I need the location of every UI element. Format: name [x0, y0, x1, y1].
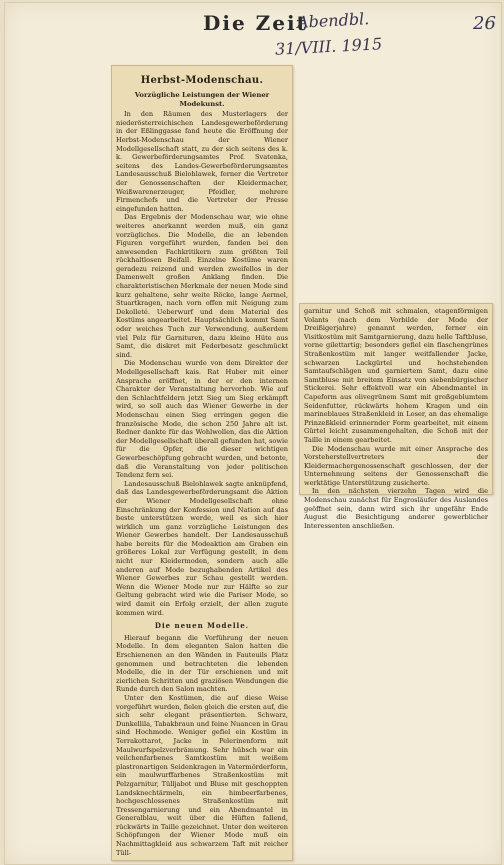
article-paragraph: Die Modenschau wurde von dem Direktor der Modellgesellschaft kais. Rat Huber mit einer Ansprache eröffnet, in der er den internen Charakter der Veranstaltung hervorhob. Wie auf den Schlachtfeldern jetzt Sieg um Sieg erkämpft wird, so soll auch das Wiener Gewerbe in der Modenschau einen Sieg erringen gegen die französische Mode, die schon 250 Jahre alt ist. Redner dankte für das Wohlwollen, das die Aktion der Modellgesellschaft überall gefunden hat, sowie für die Opfer, die dieser wichtigen Gewerbeschöpfung gebracht wurden, und betonte, daß die Veranstaltung von jeder politischen Tendenz fern sei. — [116, 359, 288, 480]
handwritten-page-number: 26 — [473, 13, 496, 34]
newspaper-clipping-continuation — [299, 303, 493, 530]
article-subhead: Vorzügliche Leistungen der Wiener Modekunst. — [134, 91, 270, 108]
archive-sheet — [4, 2, 502, 865]
article-paragraph: garnitur und Schoß mit schmalen, etagenförmigen Volants (nach dem Vorbilde der Mode der Dreißigerjahre) genannt werden, ferner ein Visitkostüm mit Samtgarnierung, dazu helle Taftbluse, vorne gilettartig; besonders gefiel ein flaschengrünes Straßenkostüm mit langer weitfallender Jacke, schwarzen Lackgürtel und hochstehenden Samtaufschlägen und garniertem Samt, dazu eine Samtbluse mit breitem Einsatz von siebenbürgischer Stickerei. Sehr effektvoll war ein Abendmantel in Capeform aus olivegrünem Samt mit großgeblumtem Seidenfutter, rückwärts hohem Kragen und ein marineblaues Straßenkleid in Loser, an das ehemalige Prinzeßkleid erinnernder Form gearbeitet, mit einem Gürtel leicht zusammengehalten, die Schoß mit der Taille in einem gearbeitet. — [304, 307, 488, 444]
article-paragraph: Unter den Kostümen, die auf diese Weise vorgeführt wurden, fielen gleich die ersten auf, die sich sehr elegant präsentierten. Schwarz, Dunkellila, Tabakbraun und feine Nuancen in Grau sind Hochmode. Weniger gefiel ein Kostüm in Terrakottarot, Jacke in Pelerinenform mit Maulwurfspelzverbrämung. Sehr hübsch war ein veilchenfarbenes Samtkostüm mit weißem plastronartigen Seidenkragen in Vatermörderform, ein maulwurffarbenes Straßenkostüm mit Pelzgarnitur, Tülljabot und Bluse mit geschoppten Landsknechtärmeln, ein himbeerfarbenes, hochgeschlossenes Straßenkostüm mit Tressengarnierung und ein Abendmantel in Generalblau, weit über die Hüften fallend, rückwärts in Taille gezeichnet. Unter den weiteren Schöpfungen der Wiener Mode muß ein Nachmittagkleid aus schwarzem Taft mit reicher Tüll- — [116, 693, 288, 857]
article-headline: Herbst-Modenschau. — [140, 75, 264, 86]
newspaper-clipping-main — [111, 65, 293, 861]
article-paragraph: Landesausschuß Bielohlawek sagte anknüpfend, daß das Landesgewerbeförderungsamt die Aktion der Wiener Modellgesellschaft ohne Einschränkung der Konfession und Nation auf das beste unterstützen werde, weil es sich hier wirklich um ganz vorzügliche Leistungen des Wiener Gewerbes handelt. Der Landesausschuß habe bereits für die Modeaktion am Graben ein größeres Lokal zur Verfügung gestellt, in dem nicht nur Kleidermoden, sondern auch alle anderen auf Mode bezughabenden Artikel des Wiener Gewerbes zur Schau gestellt werden. Wenn die Wiener Mode nur zur Hälfte so zur Geltung gebracht wird wie die Pariser Mode, so wird damit ein Erfolg erzielt, der allen zugute kommen wird. — [116, 479, 288, 617]
article-paragraph: In den Räumen des Musterlagers der niederösterreichischen Landesgewerbeförderung in der Eßlinggasse fand heute die Eröffnung der Herbst-Modenschau der Wiener Modellgesellschaft statt, zu der sich seitens des k. k. Gewerbeförderungsamtes Prof. Svatenka, seitens des Landes-Gewerbeförderungsamtes Landesausschuß Bielohlawek, ferner die Vertreter der Genossenschaften der Kleidermacher, Weißwarenerzeuger, Pfeidler, mehrere Firmenchefs und die Vertreter der Presse eingefunden hatten. — [116, 110, 288, 213]
article-paragraph: Die Modenschau wurde mit einer Ansprache des Vorsteherstellvertreters der Kleidermachergenossenschaft geschlossen, der der Unternehmung seitens der Genossenschaft die werktätige Unterstützung zusicherte. — [304, 444, 488, 487]
article-paragraph: Hierauf begann die Vorführung der neuen Modelle. In dem eleganten Salon hatten die Erschienenen an den Wänden in Fauteuils Platz genommen und betrachteten die lebenden Modelle, die in der Tür erschienen und mit zierlichen Schritten und graziösen Wendungen die Runde durch den Salon machten. — [116, 633, 288, 694]
handwritten-date: 31/VIII. 1915 — [274, 34, 383, 59]
section-heading: Die neuen Modelle. — [154, 621, 250, 631]
article-paragraph: In den nächsten vierzehn Tagen wird die Modenschau zunächst für Engrosläufer des Auslandes geöffnet sein, dann wird sich ihr ungefähr Ende August die Besichtigung anderer gewerblicher Interessenten anschließen. — [304, 487, 488, 530]
article-paragraph: Das Ergebnis der Modenschau war, wie ohne weiteres anerkannt werden muß, ein ganz vorzügliches. Die Modelle, die an lebenden Figuren vorgeführt wurden, fanden bei den anwesenden Fachkritikern zum größten Teil rückhaltlosen Beifall. Einzelne Kostüme waren geradezu reizend und werden zweifellos in der Damenwelt großen Anklang finden. Die charakteristischen Merkmale der neuen Mode sind kurz gehaltene, sehr weite Röcke, lange Aermel, Stuartkragen, nach vorn offen mit Neigung zum Dekolleté. Ueberwurf und dem Material des Kostüms angearbeitet. Hauptsächlich kommt Samt oder weiches Tuch zur Verwendung, außerdem viel Pelz für Garnituren, dazu kleine Hüte aus Samt, die diskret mit Federbesatz geschmückt sind. — [116, 213, 288, 359]
handwritten-source-note: Abendbl. — [296, 9, 370, 32]
newspaper-masthead: Die Zeit — [203, 11, 308, 35]
